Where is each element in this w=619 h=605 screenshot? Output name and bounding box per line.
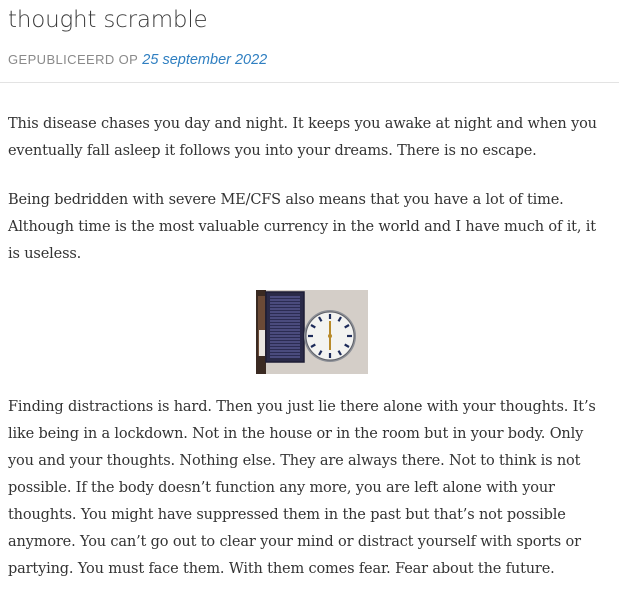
blog-post xyxy=(8,0,612,605)
post-title: thought scramble xyxy=(8,7,208,33)
post-date-link[interactable]: 25 september 2022 xyxy=(142,52,268,68)
header-divider xyxy=(0,82,619,83)
published-on-label: GEPUBLICEERD OP xyxy=(8,52,139,67)
post-content xyxy=(8,111,612,583)
paragraph-2: Being bedridden with severe ME/CFS also means that you have a lot of time. Although time is the most valuable currency in the world and I have much of it, it is useless. xyxy=(8,192,596,262)
paragraph-3: Finding distractions is hard. Then you just lie there alone with your thoughts. It’s like being in a lockdown. Not in the house or in the room but in your body. Only you and your thoughts. Nothing else. They are always there. Not to think is not possible. If the body doesn’t function any more, you are left alone with your thoughts. You might have suppressed them in the past but that’s not possible anymore. You can’t go out to clear your mind or distract yourself with sports or partying. You must face them. With them comes fear. Fear about the future. xyxy=(8,399,596,577)
post-meta xyxy=(8,50,612,70)
paragraph-1: This disease chases you day and night. It keeps you awake at night and when you eventually fall asleep it follows you into your dreams. There is no escape. xyxy=(8,116,597,159)
wall-clock-image xyxy=(256,290,368,374)
